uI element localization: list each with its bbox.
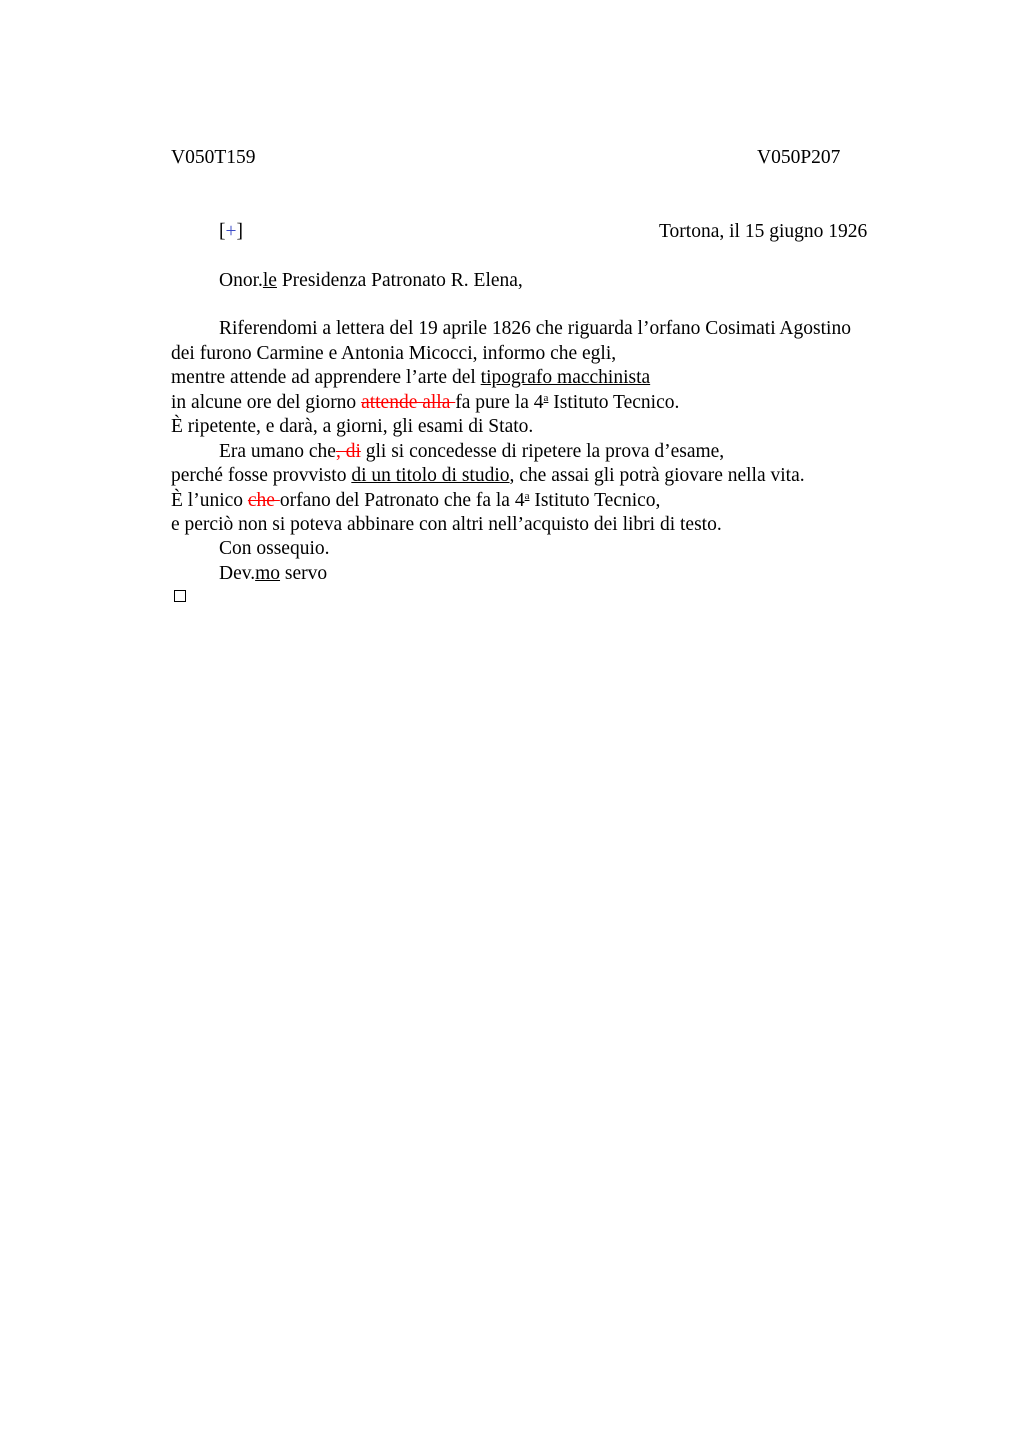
body-line-4-text-c: Istituto Tecnico. [548,392,680,413]
cross-marker [219,220,243,244]
closing-formula: Con ossequio. [219,538,330,559]
body-line-5: È ripetente, e darà, a giorni, gli esami di Stato. [171,416,534,437]
end-square-icon [174,590,186,602]
body-line-3 [171,366,650,390]
body-line-8-text-b: orfano del Patronato che fa la 4 [279,490,525,511]
salutation-rest: Presidenza Patronato R. Elena, [276,270,523,291]
body-line-2: dei furono Carmine e Antonia Micocci, informo che egli, [171,343,617,364]
body-line-1: Riferendomi a lettera del 19 aprile 1826 che riguarda l’orfano Cosimati Agostino [219,318,851,339]
body-line-3-text: mentre attende ad apprendere l’arte del [171,367,481,388]
body-line-7-text-c: , che assai gli potrà giovare nella vita. [509,465,805,486]
body-line-8-text-c: Istituto Tecnico, [529,490,661,511]
place-date: Tortona, il 15 giugno 1926 [659,221,868,242]
document-code-right: V050P207 [757,147,841,168]
signature-line [219,562,327,586]
body-line-6 [219,440,724,464]
signature-abbr: mo [255,563,281,584]
plus-icon: + [225,221,237,242]
document-code-left: V050T159 [171,147,256,168]
ordinal-sup: a [543,392,549,404]
body-line-6-text: Era umano che [219,441,336,462]
salutation [219,269,523,293]
bracket-open: [ [219,221,226,242]
deleted-text: , di [335,441,361,462]
body-line-7-text: perché fosse provvisto [171,465,352,486]
body-line-4-text: in alcune ore del giorno [171,392,362,413]
salutation-prefix: Onor. [219,270,263,291]
underlined-phrase: di un titolo di studio [351,465,510,486]
body-line-4 [171,391,679,415]
signature-prefix: Dev. [219,563,256,584]
underlined-profession: tipografo macchinista [480,367,651,388]
bracket-close: ] [236,221,243,242]
signature-rest: servo [280,563,328,584]
ordinal-sup: a [524,490,530,502]
body-line-6-text-b: gli si concedesse di ripetere la prova d’esame, [360,441,725,462]
salutation-abbr: le [262,270,277,291]
body-line-8 [171,489,660,513]
body-line-9: e perciò non si poteva abbinare con altri nell’acquisto dei libri di testo. [171,514,722,535]
body-line-4-text-b: fa pure la 4 [455,392,544,413]
body-line-8-text: È l’unico [171,490,248,511]
deleted-text: attende alla [361,392,456,413]
body-line-7 [171,464,805,488]
deleted-text: che [247,490,280,511]
